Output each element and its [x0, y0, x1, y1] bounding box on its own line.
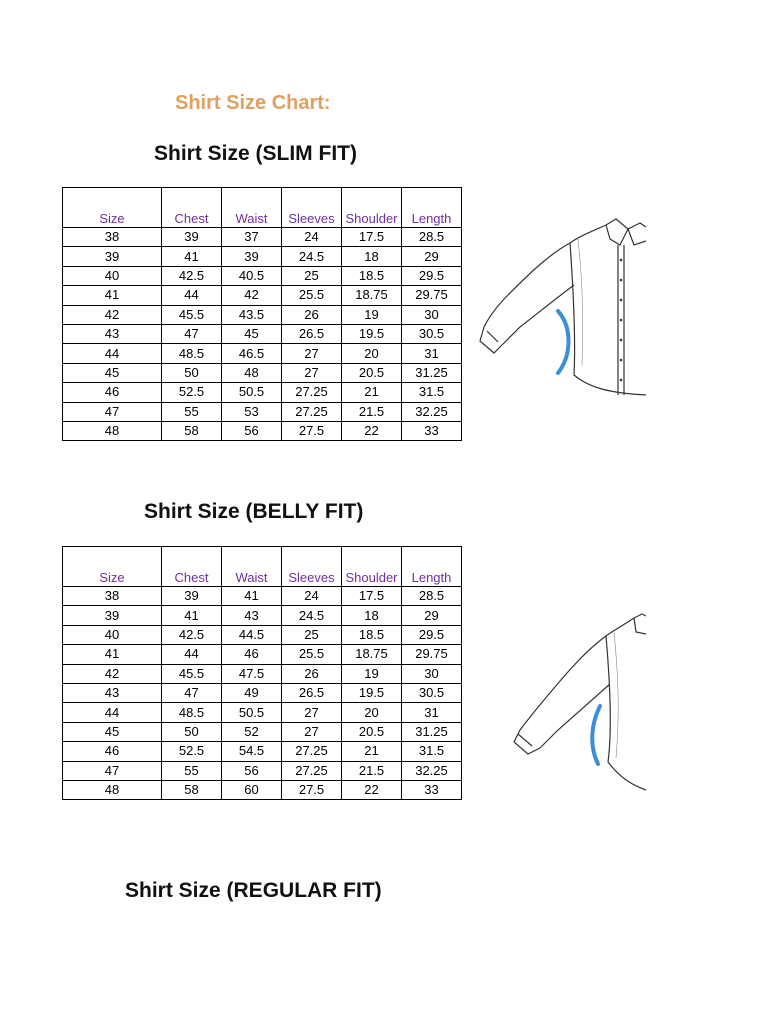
table-cell-size: 48 — [63, 421, 162, 440]
table-row — [63, 761, 462, 780]
table-cell-chest: 48.5 — [162, 703, 222, 722]
table-cell-sleeves: 26 — [282, 664, 342, 683]
table-cell-length: 28.5 — [402, 228, 462, 247]
table-cell-size: 46 — [63, 383, 162, 402]
measure-arc-icon — [592, 706, 600, 764]
table-cell-sleeves: 24 — [282, 587, 342, 606]
table-cell-sleeves: 26.5 — [282, 324, 342, 343]
table-cell-sleeves: 24.5 — [282, 606, 342, 625]
table-cell-waist: 50.5 — [222, 703, 282, 722]
table-cell-shoulder: 20.5 — [342, 363, 402, 382]
table-header-row — [63, 547, 462, 587]
table-cell-size: 47 — [63, 402, 162, 421]
table-cell-length: 29 — [402, 247, 462, 266]
table-row — [63, 421, 462, 440]
table-cell-shoulder: 19 — [342, 305, 402, 324]
table-cell-shoulder: 21.5 — [342, 402, 402, 421]
table-row — [63, 683, 462, 702]
table-cell-waist: 41 — [222, 587, 282, 606]
table-cell-size: 40 — [63, 625, 162, 644]
table-cell-size: 45 — [63, 363, 162, 382]
table-cell-length: 29.5 — [402, 266, 462, 285]
table-row — [63, 780, 462, 799]
table-cell-shoulder: 18 — [342, 606, 402, 625]
table-cell-chest: 47 — [162, 324, 222, 343]
table-cell-waist: 46 — [222, 645, 282, 664]
table-row — [63, 606, 462, 625]
belly-fit-table — [62, 546, 462, 800]
table-cell-length: 31.25 — [402, 722, 462, 741]
table-cell-sleeves: 27.25 — [282, 742, 342, 761]
table-cell-sleeves: 25.5 — [282, 645, 342, 664]
column-header-size: Size — [63, 547, 162, 587]
table-cell-sleeves: 26 — [282, 305, 342, 324]
table-cell-sleeves: 24 — [282, 228, 342, 247]
table-cell-size: 43 — [63, 683, 162, 702]
table-cell-chest: 58 — [162, 421, 222, 440]
column-header-chest: Chest — [162, 188, 222, 228]
table-cell-waist: 46.5 — [222, 344, 282, 363]
table-cell-length: 29.5 — [402, 625, 462, 644]
column-header-waist: Waist — [222, 188, 282, 228]
table-cell-chest: 42.5 — [162, 266, 222, 285]
table-cell-waist: 39 — [222, 247, 282, 266]
table-cell-length: 32.25 — [402, 402, 462, 421]
table-cell-shoulder: 21 — [342, 742, 402, 761]
table-cell-waist: 43.5 — [222, 305, 282, 324]
table-cell-waist: 47.5 — [222, 664, 282, 683]
table-row — [63, 722, 462, 741]
table-cell-sleeves: 25.5 — [282, 286, 342, 305]
table-cell-size: 39 — [63, 247, 162, 266]
table-cell-chest: 50 — [162, 363, 222, 382]
table-cell-shoulder: 18.75 — [342, 645, 402, 664]
table-cell-waist: 43 — [222, 606, 282, 625]
table-cell-chest: 45.5 — [162, 664, 222, 683]
table-cell-length: 28.5 — [402, 587, 462, 606]
table-row — [63, 247, 462, 266]
table-cell-waist: 53 — [222, 402, 282, 421]
table-cell-sleeves: 27 — [282, 344, 342, 363]
table-cell-chest: 47 — [162, 683, 222, 702]
table-cell-shoulder: 20 — [342, 344, 402, 363]
table-row — [63, 344, 462, 363]
table-cell-size: 48 — [63, 780, 162, 799]
table-cell-sleeves: 27.25 — [282, 761, 342, 780]
table-cell-chest: 41 — [162, 247, 222, 266]
column-header-shoulder: Shoulder — [342, 547, 402, 587]
table-row — [63, 305, 462, 324]
regular-fit-title: Shirt Size (REGULAR FIT) — [125, 879, 382, 902]
table-cell-length: 33 — [402, 780, 462, 799]
table-cell-waist: 60 — [222, 780, 282, 799]
table-cell-size: 39 — [63, 606, 162, 625]
table-cell-chest: 55 — [162, 402, 222, 421]
table-cell-shoulder: 18.75 — [342, 286, 402, 305]
column-header-length: Length — [402, 188, 462, 228]
table-cell-length: 33 — [402, 421, 462, 440]
column-header-waist: Waist — [222, 547, 282, 587]
table-cell-waist: 54.5 — [222, 742, 282, 761]
column-header-chest: Chest — [162, 547, 222, 587]
table-cell-size: 41 — [63, 645, 162, 664]
table-cell-sleeves: 27 — [282, 722, 342, 741]
table-cell-waist: 56 — [222, 761, 282, 780]
table-cell-sleeves: 27.5 — [282, 780, 342, 799]
table-cell-size: 41 — [63, 286, 162, 305]
table-cell-shoulder: 21 — [342, 383, 402, 402]
table-row — [63, 324, 462, 343]
table-cell-shoulder: 20.5 — [342, 722, 402, 741]
table-cell-waist: 45 — [222, 324, 282, 343]
table-cell-length: 32.25 — [402, 761, 462, 780]
table-row — [63, 664, 462, 683]
table-cell-waist: 48 — [222, 363, 282, 382]
table-cell-length: 30.5 — [402, 324, 462, 343]
table-cell-waist: 50.5 — [222, 383, 282, 402]
table-row — [63, 703, 462, 722]
table-cell-sleeves: 24.5 — [282, 247, 342, 266]
table-cell-shoulder: 18.5 — [342, 266, 402, 285]
table-header-row — [63, 188, 462, 228]
table-cell-length: 31.25 — [402, 363, 462, 382]
table-cell-chest: 42.5 — [162, 625, 222, 644]
table-cell-waist: 49 — [222, 683, 282, 702]
table-cell-shoulder: 17.5 — [342, 228, 402, 247]
column-header-shoulder: Shoulder — [342, 188, 402, 228]
table-cell-shoulder: 19.5 — [342, 683, 402, 702]
table-cell-waist: 56 — [222, 421, 282, 440]
table-row — [63, 645, 462, 664]
table-cell-chest: 52.5 — [162, 383, 222, 402]
table-cell-size: 46 — [63, 742, 162, 761]
table-cell-length: 30.5 — [402, 683, 462, 702]
table-cell-length: 29.75 — [402, 645, 462, 664]
table-cell-shoulder: 22 — [342, 421, 402, 440]
table-cell-waist: 42 — [222, 286, 282, 305]
table-cell-sleeves: 26.5 — [282, 683, 342, 702]
table-cell-chest: 39 — [162, 228, 222, 247]
slim-fit-table — [62, 187, 462, 441]
table-cell-shoulder: 21.5 — [342, 761, 402, 780]
column-header-sleeves: Sleeves — [282, 188, 342, 228]
table-cell-size: 40 — [63, 266, 162, 285]
table-cell-chest: 58 — [162, 780, 222, 799]
page-heading: Shirt Size Chart: — [175, 92, 331, 114]
table-cell-length: 31 — [402, 703, 462, 722]
table-cell-length: 30 — [402, 664, 462, 683]
column-header-size: Size — [63, 188, 162, 228]
table-cell-length: 31.5 — [402, 383, 462, 402]
table-cell-waist: 52 — [222, 722, 282, 741]
table-cell-chest: 44 — [162, 645, 222, 664]
table-row — [63, 742, 462, 761]
column-header-sleeves: Sleeves — [282, 547, 342, 587]
table-cell-sleeves: 27 — [282, 363, 342, 382]
table-cell-chest: 52.5 — [162, 742, 222, 761]
table-row — [63, 266, 462, 285]
table-cell-size: 38 — [63, 587, 162, 606]
table-row — [63, 625, 462, 644]
table-cell-size: 44 — [63, 703, 162, 722]
table-cell-shoulder: 18.5 — [342, 625, 402, 644]
slim-fit-title: Shirt Size (SLIM FIT) — [154, 142, 357, 165]
table-cell-size: 47 — [63, 761, 162, 780]
table-cell-chest: 48.5 — [162, 344, 222, 363]
belly-shirt-illustration — [510, 612, 646, 792]
table-cell-waist: 37 — [222, 228, 282, 247]
table-cell-chest: 55 — [162, 761, 222, 780]
table-cell-chest: 41 — [162, 606, 222, 625]
table-row — [63, 383, 462, 402]
table-cell-shoulder: 19.5 — [342, 324, 402, 343]
table-cell-length: 30 — [402, 305, 462, 324]
table-row — [63, 228, 462, 247]
table-cell-shoulder: 18 — [342, 247, 402, 266]
table-cell-size: 45 — [63, 722, 162, 741]
table-cell-chest: 45.5 — [162, 305, 222, 324]
table-cell-sleeves: 27.5 — [282, 421, 342, 440]
table-cell-size: 42 — [63, 305, 162, 324]
table-cell-waist: 40.5 — [222, 266, 282, 285]
table-row — [63, 286, 462, 305]
belly-fit-title: Shirt Size (BELLY FIT) — [144, 500, 364, 523]
table-cell-length: 31 — [402, 344, 462, 363]
table-row — [63, 363, 462, 382]
table-row — [63, 587, 462, 606]
table-cell-sleeves: 25 — [282, 266, 342, 285]
table-cell-size: 42 — [63, 664, 162, 683]
table-cell-length: 29.75 — [402, 286, 462, 305]
table-cell-size: 38 — [63, 228, 162, 247]
table-cell-shoulder: 19 — [342, 664, 402, 683]
table-cell-length: 31.5 — [402, 742, 462, 761]
table-cell-size: 43 — [63, 324, 162, 343]
column-header-length: Length — [402, 547, 462, 587]
table-cell-chest: 39 — [162, 587, 222, 606]
table-cell-length: 29 — [402, 606, 462, 625]
table-cell-shoulder: 22 — [342, 780, 402, 799]
table-cell-chest: 50 — [162, 722, 222, 741]
table-cell-sleeves: 27.25 — [282, 383, 342, 402]
table-cell-size: 44 — [63, 344, 162, 363]
table-cell-chest: 44 — [162, 286, 222, 305]
table-row — [63, 402, 462, 421]
table-cell-shoulder: 20 — [342, 703, 402, 722]
measure-arc-icon — [558, 311, 569, 373]
slim-shirt-illustration — [478, 215, 646, 400]
table-cell-sleeves: 27.25 — [282, 402, 342, 421]
table-cell-waist: 44.5 — [222, 625, 282, 644]
table-cell-shoulder: 17.5 — [342, 587, 402, 606]
table-cell-sleeves: 25 — [282, 625, 342, 644]
table-cell-sleeves: 27 — [282, 703, 342, 722]
